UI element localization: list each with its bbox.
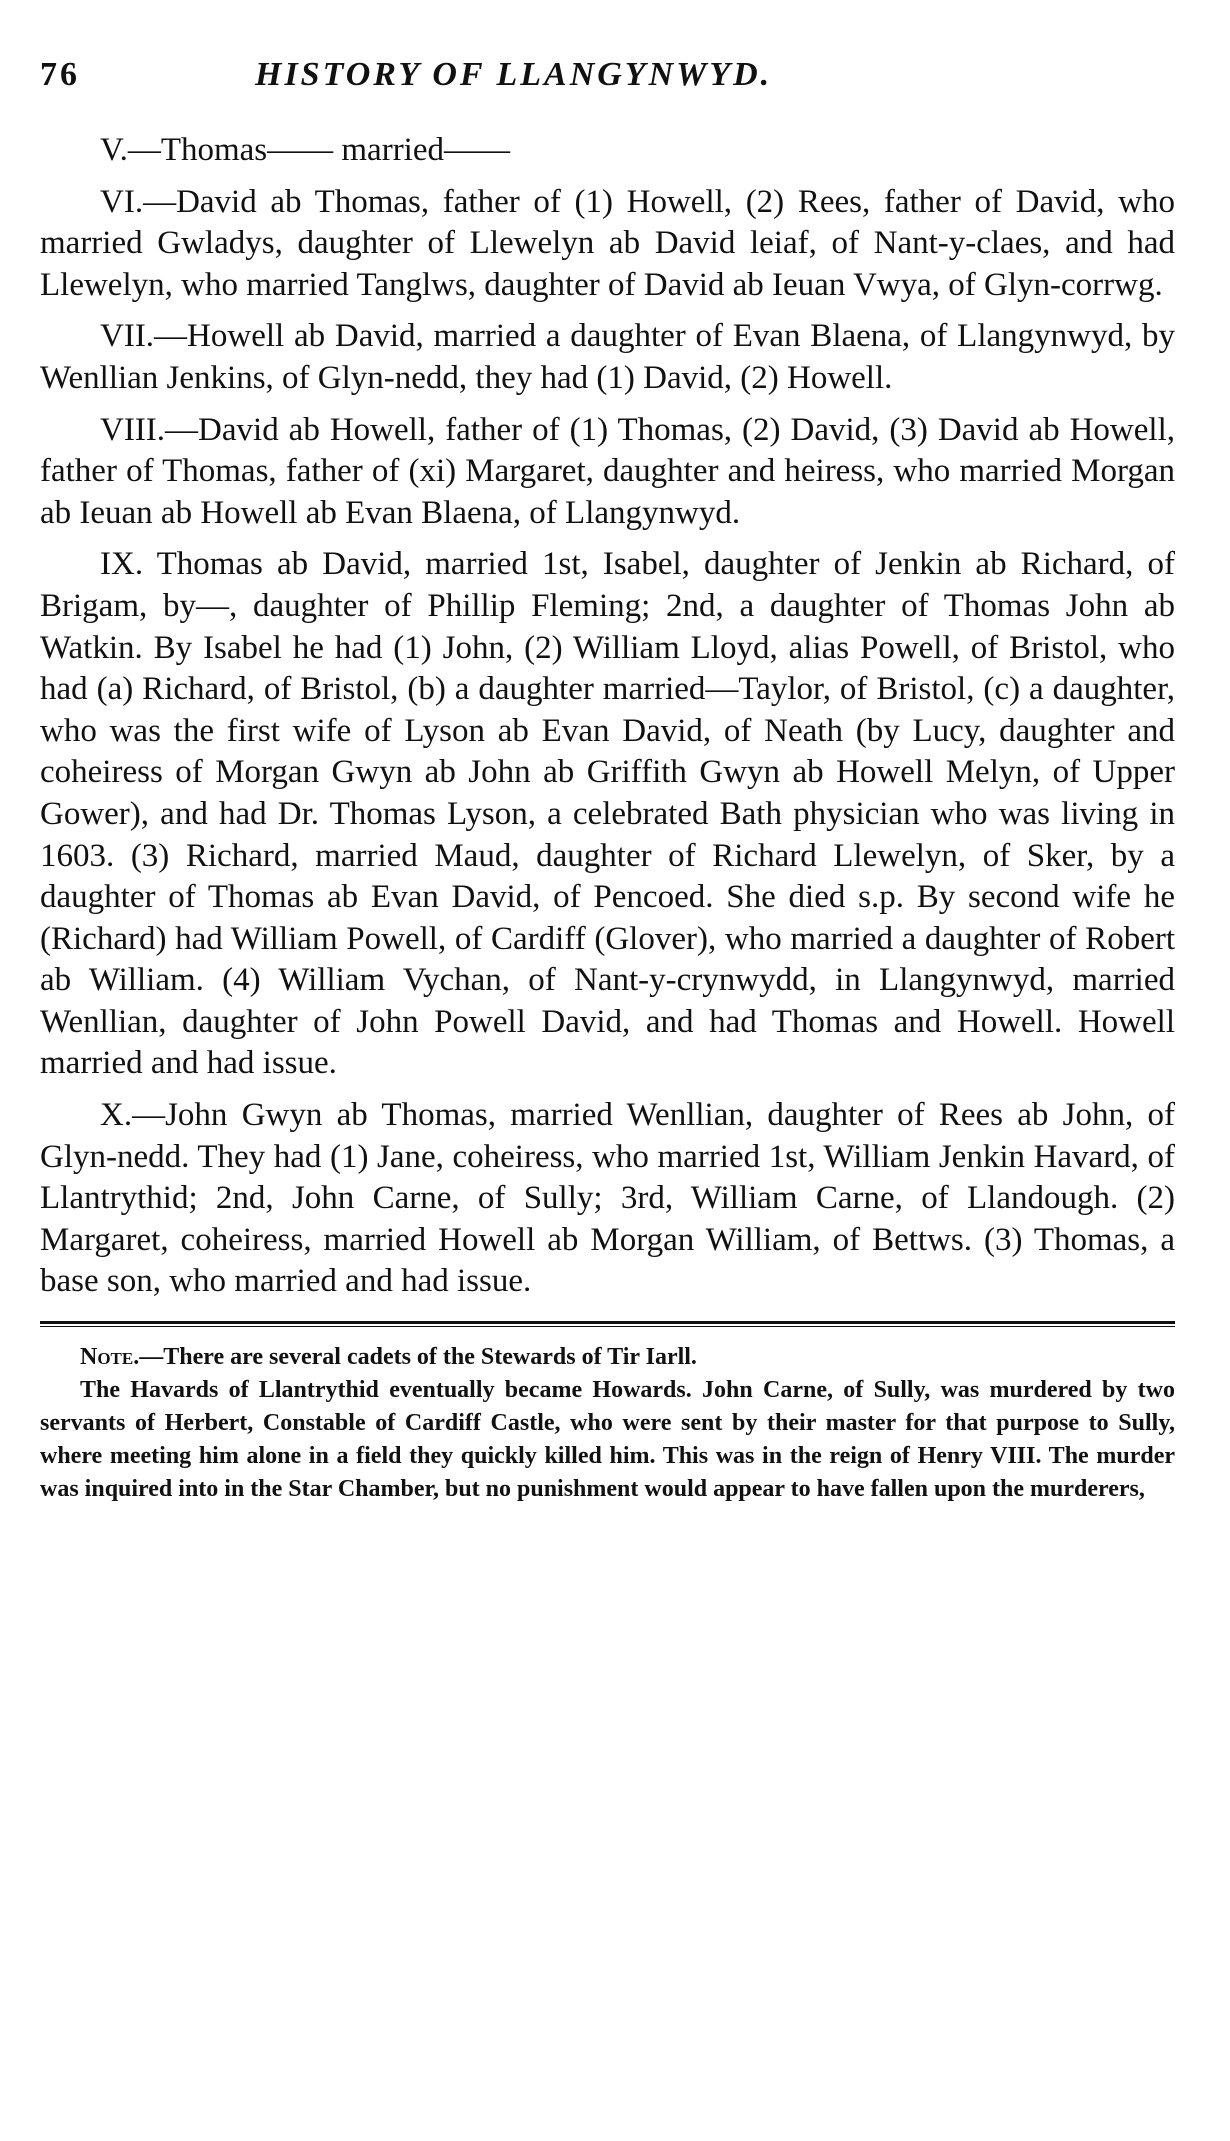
page-number: 76 — [40, 56, 80, 93]
genealogy-entries — [40, 130, 1175, 1303]
entry-ix: IX. Thomas ab David, married 1st, Isabel, daughter of Jenkin ab Richard, of Brigam, by—, daughter of Phillip Fleming; 2nd, a daughter of Thomas John ab Watkin. By Isabel he had (1) John, (2) William Lloyd, alias Powell, of Bristol, who had (a) Richard, of Bristol, (b) a daughter married—Taylor, of Bristol, (c) a daughter, who was the first wife of Lyson ab Evan David, of Neath (by Lucy, daughter and coheiress of Morgan Gwyn ab John ab Griffith Gwyn ab Howell Melyn, of Upper Gower), and had Dr. Thomas Lyson, a celebrated Bath physician who was living in 1603. (3) Richard, married Maud, daughter of Richard Llewelyn, of Sker, by a daughter of Thomas ab Evan David, of Pencoed. She died s.p. By second wife he (Richard) had William Powell, of Cardiff (Glover), who married a daughter of Robert ab William. (4) William Vychan, of Nant-y-crynwydd, in Llangynwyd, married Wenllian, daughter of John Powell David, and had Thomas and Howell. Howell married and had issue. — [40, 546, 1175, 1082]
book-title: HISTORY OF LLANGYNWYD. — [255, 56, 773, 93]
footnotes — [40, 1341, 1175, 1506]
footnote-label: Note. — [80, 1344, 140, 1371]
entry-vii: VII.—Howell ab David, married a daughter of Evan Blaena, of Llangynwyd, by Wenllian Jenkins, of Glyn-nedd, they had (1) David, (2) Howell. — [40, 318, 1175, 396]
entry-x: X.—John Gwyn ab Thomas, married Wenllian, daughter of Rees ab John, of Glyn-nedd. They had (1) Jane, coheiress, who married 1st, William Jenkin Havard, of Llantrythid; 2nd, John Carne, of Sully; 3rd, William Carne, of Llandough. (2) Margaret, coheiress, married Howell ab Morgan William, of Bettws. (3) Thomas, a base son, who married and had issue. — [40, 1097, 1175, 1300]
footnote-second: The Havards of Llantrythid eventually became Howards. John Carne, of Sully, was murdered by two servants of Herbert, Constable of Cardiff Castle, who were sent by their master for that purpose to Sully, where meeting him alone in a field they quickly killed him. This was in the reign of Henry VIII. The murder was inquired into in the Star Chamber, but no punishment would appear to have fallen upon the murderers, — [40, 1377, 1175, 1503]
running-head — [40, 56, 1175, 116]
book-page — [40, 56, 1175, 2096]
footnote-first — [40, 1341, 1175, 1374]
footnote-rule-thin — [40, 1326, 1175, 1327]
footnote-rule — [40, 1321, 1175, 1324]
entry-v: V.—Thomas—— married—— — [100, 132, 511, 168]
entry-vi: VI.—David ab Thomas, father of (1) Howell, (2) Rees, father of David, who married Gwladys, daughter of Llewelyn ab David leiaf, of Nant-y-claes, and had Llewelyn, who married Tanglws, daughter of David ab Ieuan Vwya, of Glyn-corrwg. — [40, 183, 1175, 303]
entry-viii: VIII.—David ab Howell, father of (1) Thomas, (2) David, (3) David ab Howell, father of Thomas, father of (xi) Margaret, daughter and heiress, who married Morgan ab Ieuan ab Howell ab Evan Blaena, of Llangynwyd. — [40, 411, 1175, 531]
footnote-first-text: —There are several cadets of the Stewards of Tir Iarll. — [139, 1344, 697, 1371]
